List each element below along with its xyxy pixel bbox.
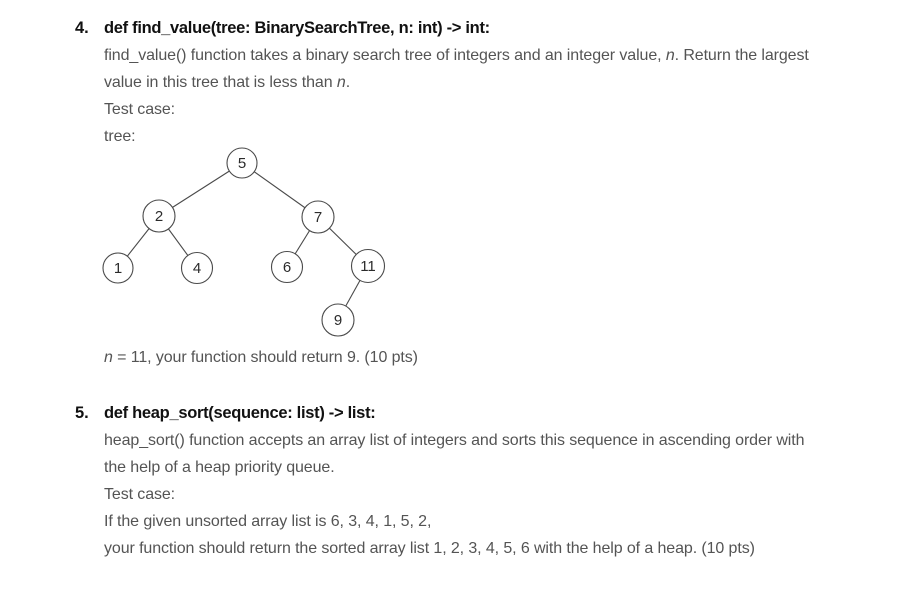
tree-node-label-4: 4 — [192, 260, 202, 277]
tree-node-5 — [227, 148, 257, 178]
tree-node-label-6: 6 — [282, 259, 292, 276]
q4-desc2-var-n: n — [336, 74, 346, 91]
tree-node-7 — [302, 201, 334, 233]
tree-node-label-1: 1 — [113, 260, 123, 277]
question5-heading: def heap_sort(sequence: list) -> list: — [104, 404, 376, 422]
tree-node-11 — [352, 250, 385, 283]
question4-number: 4. — [75, 19, 89, 37]
question4-test-case-label: Test case: — [104, 101, 176, 118]
tree-node-6 — [272, 252, 303, 283]
tree-node-1 — [103, 253, 133, 283]
tree-node-label-7: 7 — [313, 209, 323, 226]
question5-description-line2: the help of a heap priority queue. — [104, 459, 335, 476]
question5-number: 5. — [75, 404, 89, 422]
tree-node-2 — [143, 200, 175, 232]
tree-node-label-9: 9 — [333, 312, 343, 329]
q4-desc2-post: . — [345, 74, 351, 91]
question4-heading: def find_value(tree: BinarySearchTree, n: int) -> int: — [104, 19, 490, 37]
tree-node-label-2: 2 — [154, 208, 164, 225]
question5-description-line1: heap_sort() function accepts an array list of integers and sorts this sequence in ascending order with — [104, 432, 805, 449]
question4-description-line2 — [104, 69, 350, 96]
question5-test-case-label: Test case: — [104, 486, 176, 503]
question4-result-line — [104, 344, 418, 371]
q4-desc1-post: . Return the largest — [674, 47, 809, 64]
question4-description-line1 — [104, 42, 809, 69]
tree-node-9 — [322, 304, 354, 336]
tree-node-label-5: 5 — [237, 155, 247, 172]
question4-tree-label: tree: — [104, 128, 136, 145]
binary-search-tree-diagram — [95, 140, 400, 345]
tree-node-4 — [182, 253, 213, 284]
q4-result-var-n: n — [104, 349, 113, 366]
question5-output-line: your function should return the sorted array list 1, 2, 3, 4, 5, 6 with the help of a heap. (10 pts) — [104, 540, 755, 557]
q4-desc1-var-n: n — [665, 47, 675, 64]
tree-node-label-11: 11 — [360, 258, 376, 275]
question5-input-line: If the given unsorted array list is 6, 3, 4, 1, 5, 2, — [104, 513, 432, 530]
q4-desc2-pre: value in this tree that is less than — [104, 74, 337, 91]
q4-result-rest: = 11, your function should return 9. (10 pts) — [112, 349, 418, 366]
q4-desc1-pre: find_value() function takes a binary search tree of integers and an integer value, — [104, 47, 666, 64]
